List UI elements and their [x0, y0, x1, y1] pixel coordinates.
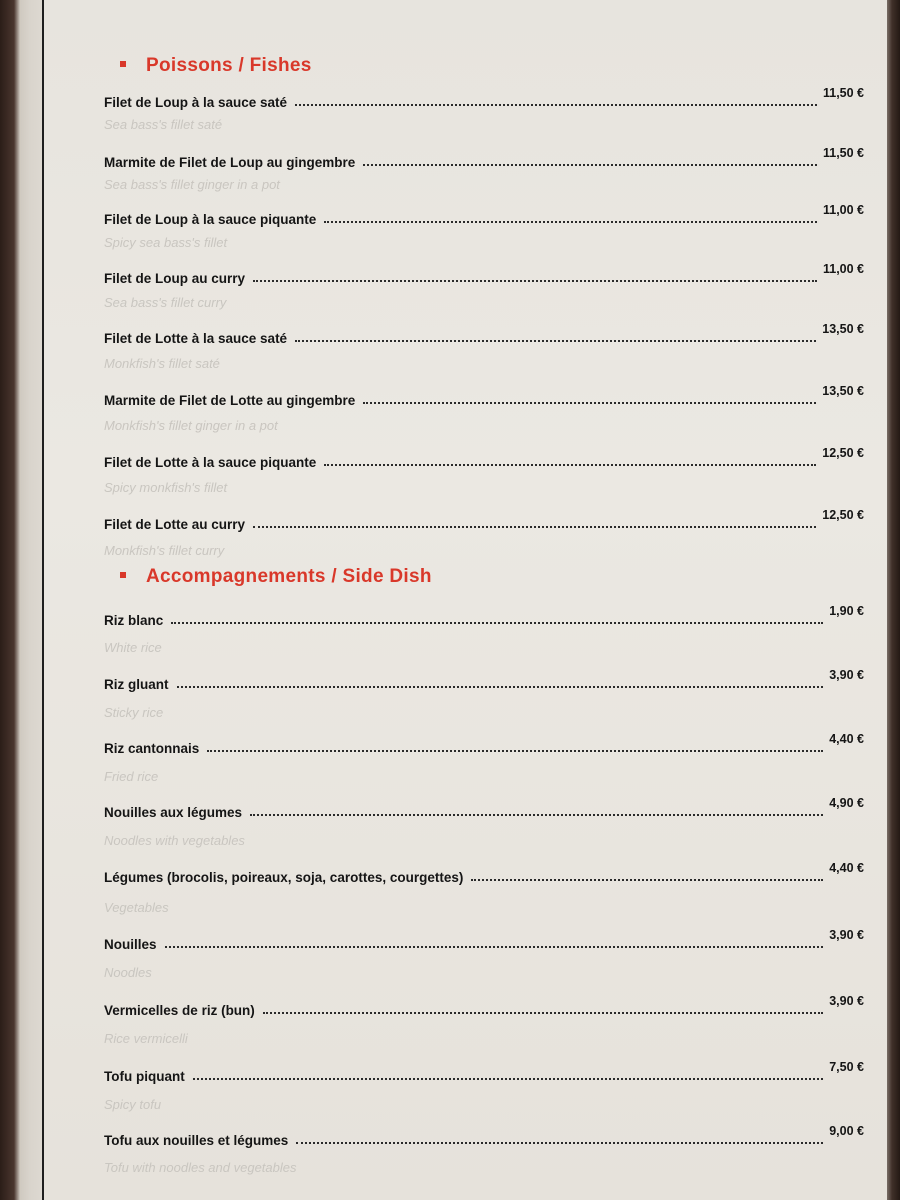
item-price: 11,50 € [822, 86, 864, 100]
menu-item [104, 510, 864, 532]
item-price: 12,50 € [822, 508, 864, 522]
item-name: Marmite de Filet de Lotte au gingembre [104, 393, 356, 408]
item-name: Marmite de Filet de Loup au gingembre [104, 155, 356, 170]
item-price: 4,40 € [829, 861, 864, 875]
item-price: 11,00 € [822, 262, 864, 276]
menu-item [104, 88, 864, 110]
section-title-text: Poissons / Fishes [146, 55, 312, 76]
menu-item [104, 386, 864, 408]
menu-item [104, 1126, 864, 1148]
menu-item [104, 205, 864, 227]
dot-leader [171, 622, 823, 624]
menu-item [104, 996, 864, 1018]
dot-leader [295, 340, 816, 342]
item-translation: White rice [104, 640, 162, 655]
dot-leader [165, 946, 824, 948]
menu-item [104, 448, 864, 470]
bullet-icon [120, 572, 126, 578]
section-title-fishes [120, 55, 312, 77]
menu-item [104, 148, 864, 170]
item-name: Vermicelles de riz (bun) [104, 1003, 255, 1018]
item-translation: Noodles [104, 965, 152, 980]
item-name: Tofu piquant [104, 1069, 185, 1084]
item-price: 3,90 € [829, 994, 864, 1008]
menu-item [104, 734, 864, 756]
menu-item [104, 930, 864, 952]
item-price: 3,90 € [829, 928, 864, 942]
menu-item [104, 324, 864, 346]
item-translation: Monkfish's fillet saté [104, 356, 220, 371]
dot-leader [253, 280, 817, 282]
item-price: 1,90 € [829, 604, 864, 618]
item-name: Riz gluant [104, 677, 169, 692]
item-translation: Tofu with noodles and vegetables [104, 1160, 297, 1175]
item-price: 4,40 € [829, 732, 864, 746]
item-price: 11,50 € [822, 146, 864, 160]
item-translation: Sea bass's fillet curry [104, 295, 227, 310]
item-translation: Monkfish's fillet ginger in a pot [104, 418, 278, 433]
item-translation: Vegetables [104, 900, 169, 915]
item-name: Filet de Loup à la sauce piquante [104, 212, 317, 227]
section-title-side-dish [120, 566, 432, 588]
dot-leader [296, 1142, 823, 1144]
dot-leader [207, 750, 823, 752]
item-price: 12,50 € [822, 446, 864, 460]
item-translation: Sea bass's fillet saté [104, 117, 223, 132]
dot-leader [253, 526, 816, 528]
menu-item [104, 798, 864, 820]
dot-leader [363, 402, 816, 404]
dot-leader [471, 879, 823, 881]
menu-item [104, 264, 864, 286]
item-name: Tofu aux nouilles et légumes [104, 1133, 289, 1148]
item-name: Filet de Loup à la sauce saté [104, 95, 288, 110]
dot-leader [177, 686, 824, 688]
item-name: Légumes (brocolis, poireaux, soja, carottes, courgettes) [104, 870, 464, 885]
dot-leader [295, 104, 817, 106]
item-name: Filet de Lotte à la sauce saté [104, 331, 288, 346]
item-name: Riz blanc [104, 613, 164, 628]
dot-leader [193, 1078, 824, 1080]
item-name: Filet de Lotte à la sauce piquante [104, 455, 317, 470]
menu-item [104, 1062, 864, 1084]
bullet-icon [120, 61, 126, 67]
item-price: 13,50 € [822, 322, 864, 336]
dot-leader [324, 464, 816, 466]
item-translation: Sticky rice [104, 705, 164, 720]
menu-item [104, 863, 864, 885]
item-name: Nouilles [104, 937, 157, 952]
item-price: 11,00 € [822, 203, 864, 217]
section-title-text: Accompagnements / Side Dish [146, 566, 432, 587]
item-price: 13,50 € [822, 384, 864, 398]
item-price: 3,90 € [829, 668, 864, 682]
dot-leader [363, 164, 817, 166]
item-price: 7,50 € [829, 1060, 864, 1074]
item-translation: Spicy monkfish's fillet [104, 480, 228, 495]
dot-leader [324, 221, 817, 223]
dot-leader [263, 1012, 823, 1014]
item-translation: Sea bass's fillet ginger in a pot [104, 177, 280, 192]
item-name: Nouilles aux légumes [104, 805, 243, 820]
item-translation: Spicy tofu [104, 1097, 162, 1112]
item-translation: Monkfish's fillet curry [104, 543, 225, 558]
menu-item [104, 606, 864, 628]
item-translation: Rice vermicelli [104, 1031, 188, 1046]
item-name: Filet de Lotte au curry [104, 517, 246, 532]
item-translation: Fried rice [104, 769, 159, 784]
dot-leader [250, 814, 823, 816]
item-price: 4,90 € [829, 796, 864, 810]
item-name: Filet de Loup au curry [104, 271, 246, 286]
item-translation: Noodles with vegetables [104, 833, 245, 848]
item-price: 9,00 € [829, 1124, 864, 1138]
item-name: Riz cantonnais [104, 741, 200, 756]
menu-item [104, 670, 864, 692]
item-translation: Spicy sea bass's fillet [104, 235, 228, 250]
